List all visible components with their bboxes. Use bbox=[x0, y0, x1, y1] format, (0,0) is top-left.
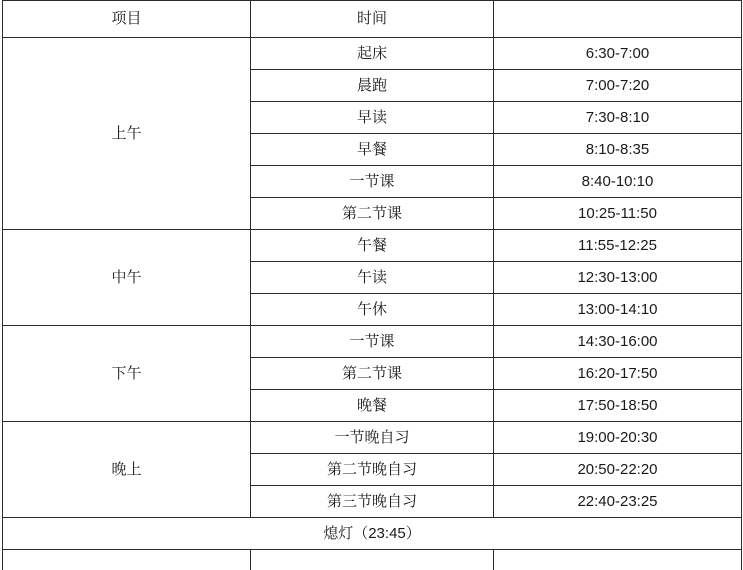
time-cell: 20:50-22:20 bbox=[494, 454, 742, 486]
activity-cell: 一节晚自习 bbox=[251, 422, 494, 454]
tail-cell-right bbox=[494, 550, 742, 570]
header-cell-blank bbox=[494, 1, 742, 38]
table-row bbox=[3, 230, 742, 262]
activity-cell: 第二节课 bbox=[251, 358, 494, 390]
time-cell: 7:00-7:20 bbox=[494, 70, 742, 102]
activity-cell: 第二节课 bbox=[251, 198, 494, 230]
table-footer-row bbox=[3, 518, 742, 550]
table-row bbox=[3, 422, 742, 454]
time-cell: 8:10-8:35 bbox=[494, 134, 742, 166]
time-cell: 12:30-13:00 bbox=[494, 262, 742, 294]
activity-cell: 早读 bbox=[251, 102, 494, 134]
tail-cell-middle bbox=[251, 550, 494, 570]
section-label-morning: 上午 bbox=[3, 38, 251, 230]
activity-cell: 午读 bbox=[251, 262, 494, 294]
time-cell: 16:20-17:50 bbox=[494, 358, 742, 390]
time-cell: 14:30-16:00 bbox=[494, 326, 742, 358]
section-label-evening: 晚上 bbox=[3, 422, 251, 518]
time-cell: 8:40-10:10 bbox=[494, 166, 742, 198]
time-cell: 10:25-11:50 bbox=[494, 198, 742, 230]
daily-schedule-table bbox=[2, 0, 742, 570]
table-header-row bbox=[3, 1, 742, 38]
activity-cell: 晨跑 bbox=[251, 70, 494, 102]
activity-cell: 早餐 bbox=[251, 134, 494, 166]
header-cell-time: 时间 bbox=[251, 1, 494, 38]
time-cell: 19:00-20:30 bbox=[494, 422, 742, 454]
header-cell-item: 项目 bbox=[3, 1, 251, 38]
time-cell: 7:30-8:10 bbox=[494, 102, 742, 134]
table-tail-row bbox=[3, 550, 742, 570]
activity-cell: 午餐 bbox=[251, 230, 494, 262]
activity-cell: 第二节晚自习 bbox=[251, 454, 494, 486]
time-cell: 6:30-7:00 bbox=[494, 38, 742, 70]
section-label-noon: 中午 bbox=[3, 230, 251, 326]
time-cell: 17:50-18:50 bbox=[494, 390, 742, 422]
activity-cell: 晚餐 bbox=[251, 390, 494, 422]
activity-cell: 午休 bbox=[251, 294, 494, 326]
time-cell: 22:40-23:25 bbox=[494, 486, 742, 518]
time-cell: 13:00-14:10 bbox=[494, 294, 742, 326]
section-label-afternoon: 下午 bbox=[3, 326, 251, 422]
time-cell: 11:55-12:25 bbox=[494, 230, 742, 262]
lights-out-cell: 熄灯（23:45） bbox=[3, 518, 742, 550]
table-row bbox=[3, 326, 742, 358]
activity-cell: 起床 bbox=[251, 38, 494, 70]
tail-cell-left bbox=[3, 550, 251, 570]
activity-cell: 一节课 bbox=[251, 326, 494, 358]
activity-cell: 第三节晚自习 bbox=[251, 486, 494, 518]
table-row bbox=[3, 38, 742, 70]
activity-cell: 一节课 bbox=[251, 166, 494, 198]
